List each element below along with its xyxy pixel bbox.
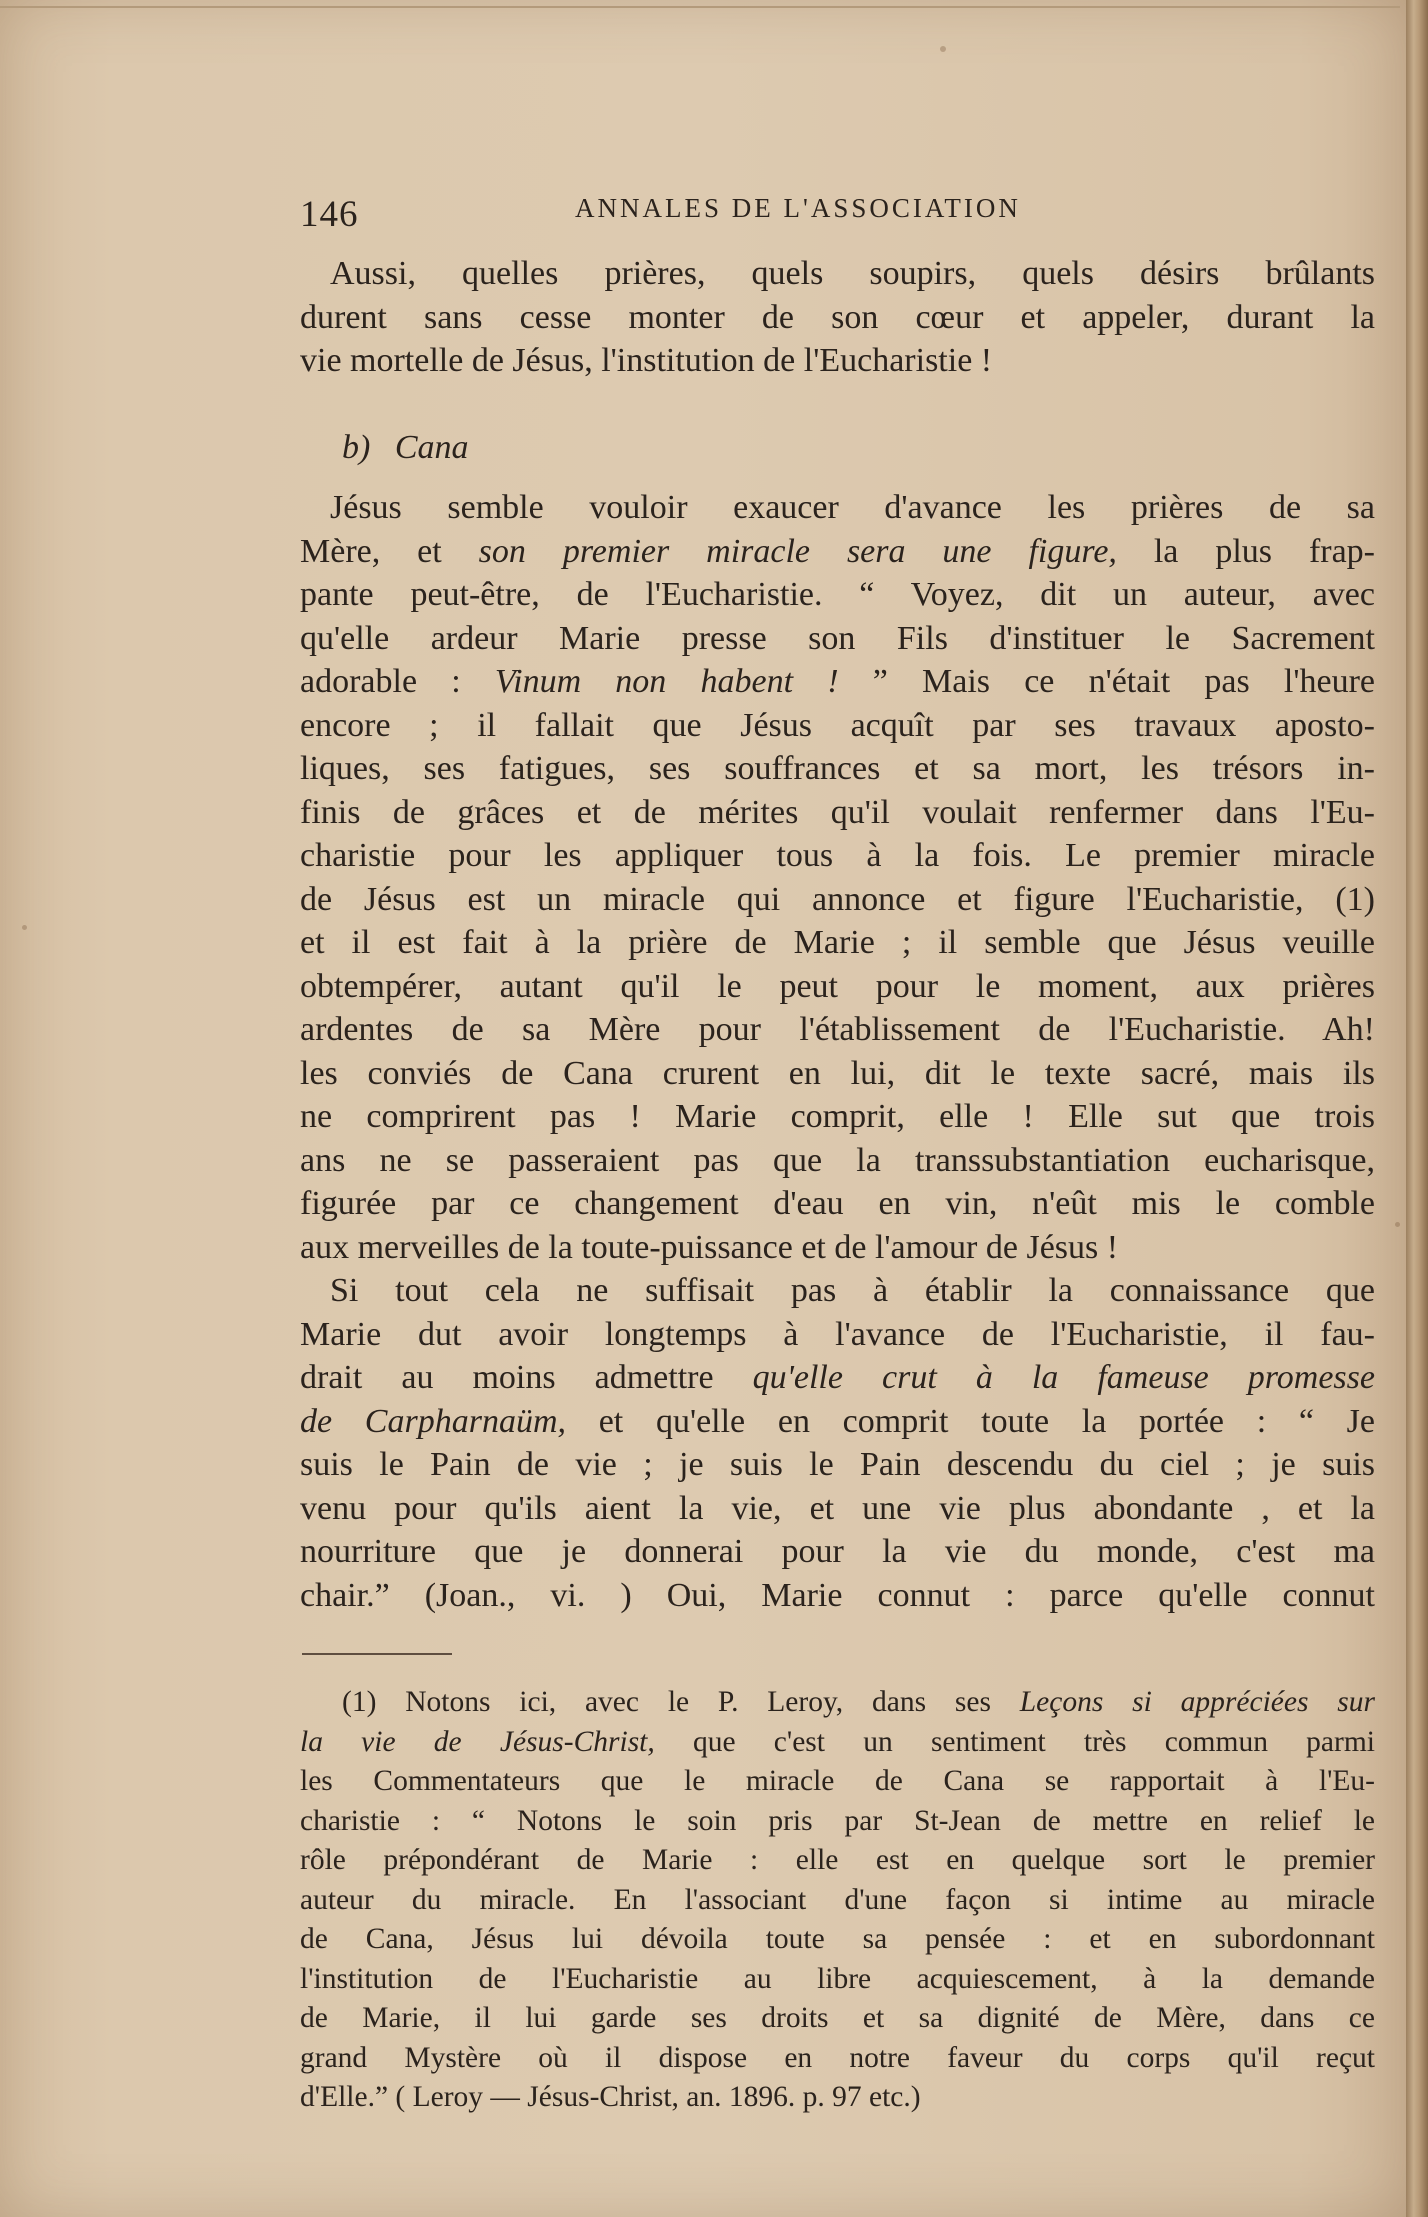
footnote-line: de Marie, il lui garde ses droits et sa dignité de Mère, dans ce: [300, 2002, 1375, 2034]
text-line: et il est fait à la prière de Marie ; il semble que Jésus veuille: [300, 924, 1375, 961]
text-line: de Jésus est un miracle qui annonce et figure l'Eucharistie, (1): [300, 880, 1375, 918]
text-line: Marie dut avoir longtemps à l'avance de l'Eucharistie, il fau-: [300, 1315, 1375, 1353]
text-line: aux merveilles de la toute-puissance et de l'amour de Jésus !: [300, 1228, 1119, 1266]
text-line: Mère, et son premier miracle sera une figure, la plus frap-: [300, 532, 1376, 570]
page-number: 146: [300, 194, 359, 235]
text-line: figurée par ce changement d'eau en vin, n'eût mis le comble: [300, 1185, 1375, 1222]
footnote-line: charistie : “ Notons le soin pris par St-Jean de mettre en relief le: [300, 1804, 1375, 1837]
page-header: [300, 185, 1380, 235]
text-line: de Carpharnaüm, et qu'elle en comprit toute la portée : “ Je: [300, 1402, 1375, 1440]
section-marker: b): [342, 428, 371, 466]
text-line: chair.” (Joan., vi. ) Oui, Marie connut : parce qu'elle connut: [300, 1576, 1375, 1614]
footnote-line: l'institution de l'Eucharistie au libre acquiescement, à la demande: [300, 1962, 1375, 1995]
paper-speck: [940, 46, 946, 52]
text-line: drait au moins admettre qu'elle crut à la fameuse promesse: [300, 1359, 1375, 1396]
emphasis: de Carpharnaüm,: [300, 1402, 566, 1440]
section-heading: [300, 426, 1375, 470]
text-line: encore ; il fallait que Jésus acquît par ses travaux aposto-: [300, 706, 1375, 744]
paper-speck: [22, 925, 27, 930]
emphasis: la vie de Jésus-Christ,: [300, 1725, 655, 1758]
running-title: ANNALES DE L'ASSOCIATION: [575, 193, 1021, 223]
emphasis: qu'elle crut à la fameuse promesse: [752, 1359, 1375, 1396]
text-line: Si tout cela ne suffisait pas à établir la connaissance que: [330, 1272, 1375, 1309]
text-line: ne comprirent pas ! Marie comprit, elle ! Elle sut que trois: [300, 1098, 1375, 1135]
footnote-line: les Commentateurs que le miracle de Cana se rapportait à l'Eu-: [300, 1765, 1375, 1797]
page-edge: [1406, 0, 1428, 2217]
emphasis: son premier miracle sera une figure,: [478, 532, 1117, 570]
text-line: ans ne se passeraient pas que la transsubstantiation eucharisque,: [300, 1141, 1375, 1179]
footnote-line: d'Elle.” ( Leroy — Jésus-Christ, an. 1896. p. 97 etc.): [300, 2081, 921, 2113]
text-line: ardentes de sa Mère pour l'établissement de l'Eucharistie. Ah!: [300, 1011, 1375, 1048]
footnote-line: rôle prépondérant de Marie : elle est en quelque sort le premier: [300, 1844, 1375, 1876]
text-line: adorable : Vinum non habent ! ” Mais ce n'était pas l'heure: [300, 663, 1375, 700]
text-line: Aussi, quelles prières, quels soupirs, quels désirs brûlants: [330, 255, 1375, 292]
footnote-line: grand Mystère où il dispose en notre faveur du corps qu'il reçut: [300, 2041, 1375, 2074]
footnote-line: auteur du miracle. En l'associant d'une façon si intime au miracle: [300, 1883, 1375, 1916]
text-line: Jésus semble vouloir exaucer d'avance les prières de sa: [330, 489, 1375, 526]
text-line: nourriture que je donnerai pour la vie du monde, c'est ma: [300, 1533, 1375, 1570]
paper-speck: [1395, 1222, 1400, 1227]
top-rule: [0, 6, 1400, 8]
text-line: suis le Pain de vie ; je suis le Pain descendu du ciel ; je suis: [300, 1446, 1375, 1483]
footnote-line: la vie de Jésus-Christ, que c'est un sentiment très commun parmi: [300, 1725, 1375, 1758]
text-line: qu'elle ardeur Marie presse son Fils d'instituer le Sacrement: [300, 619, 1375, 657]
footnote: [300, 1683, 1375, 2118]
footnote-rule: [302, 1653, 452, 1655]
emphasis: Vinum non habent !: [494, 663, 839, 700]
text-line: durent sans cesse monter de son cœur et appeler, durant la: [300, 298, 1375, 336]
text-line: obtempérer, autant qu'il le peut pour le moment, aux prières: [300, 967, 1375, 1005]
footnote-line: (1) Notons ici, avec le P. Leroy, dans ses Leçons si appréciées sur: [342, 1686, 1375, 1718]
section-title: Cana: [394, 428, 469, 466]
footnote-line: de Cana, Jésus lui dévoila toute sa pensée : et en subordonnant: [300, 1923, 1375, 1955]
text-line: finis de grâces et de mérites qu'il voulait renfermer dans l'Eu-: [300, 793, 1375, 831]
text-line: pante peut-être, de l'Eucharistie. “ Voyez, dit un auteur, avec: [300, 576, 1375, 613]
emphasis: Leçons si appréciées sur: [1019, 1686, 1375, 1718]
text-line: venu pour qu'ils aient la vie, et une vie plus abondante , et la: [300, 1489, 1375, 1527]
text-line: liques, ses fatigues, ses souffrances et sa mort, les trésors in-: [300, 750, 1375, 787]
text-line: les conviés de Cana crurent en lui, dit le texte sacré, mais ils: [300, 1054, 1375, 1092]
text-line: vie mortelle de Jésus, l'institution de l'Eucharistie !: [300, 342, 993, 379]
body-text: [300, 252, 1375, 1617]
text-line: charistie pour les appliquer tous à la fois. Le premier miracle: [300, 837, 1375, 874]
